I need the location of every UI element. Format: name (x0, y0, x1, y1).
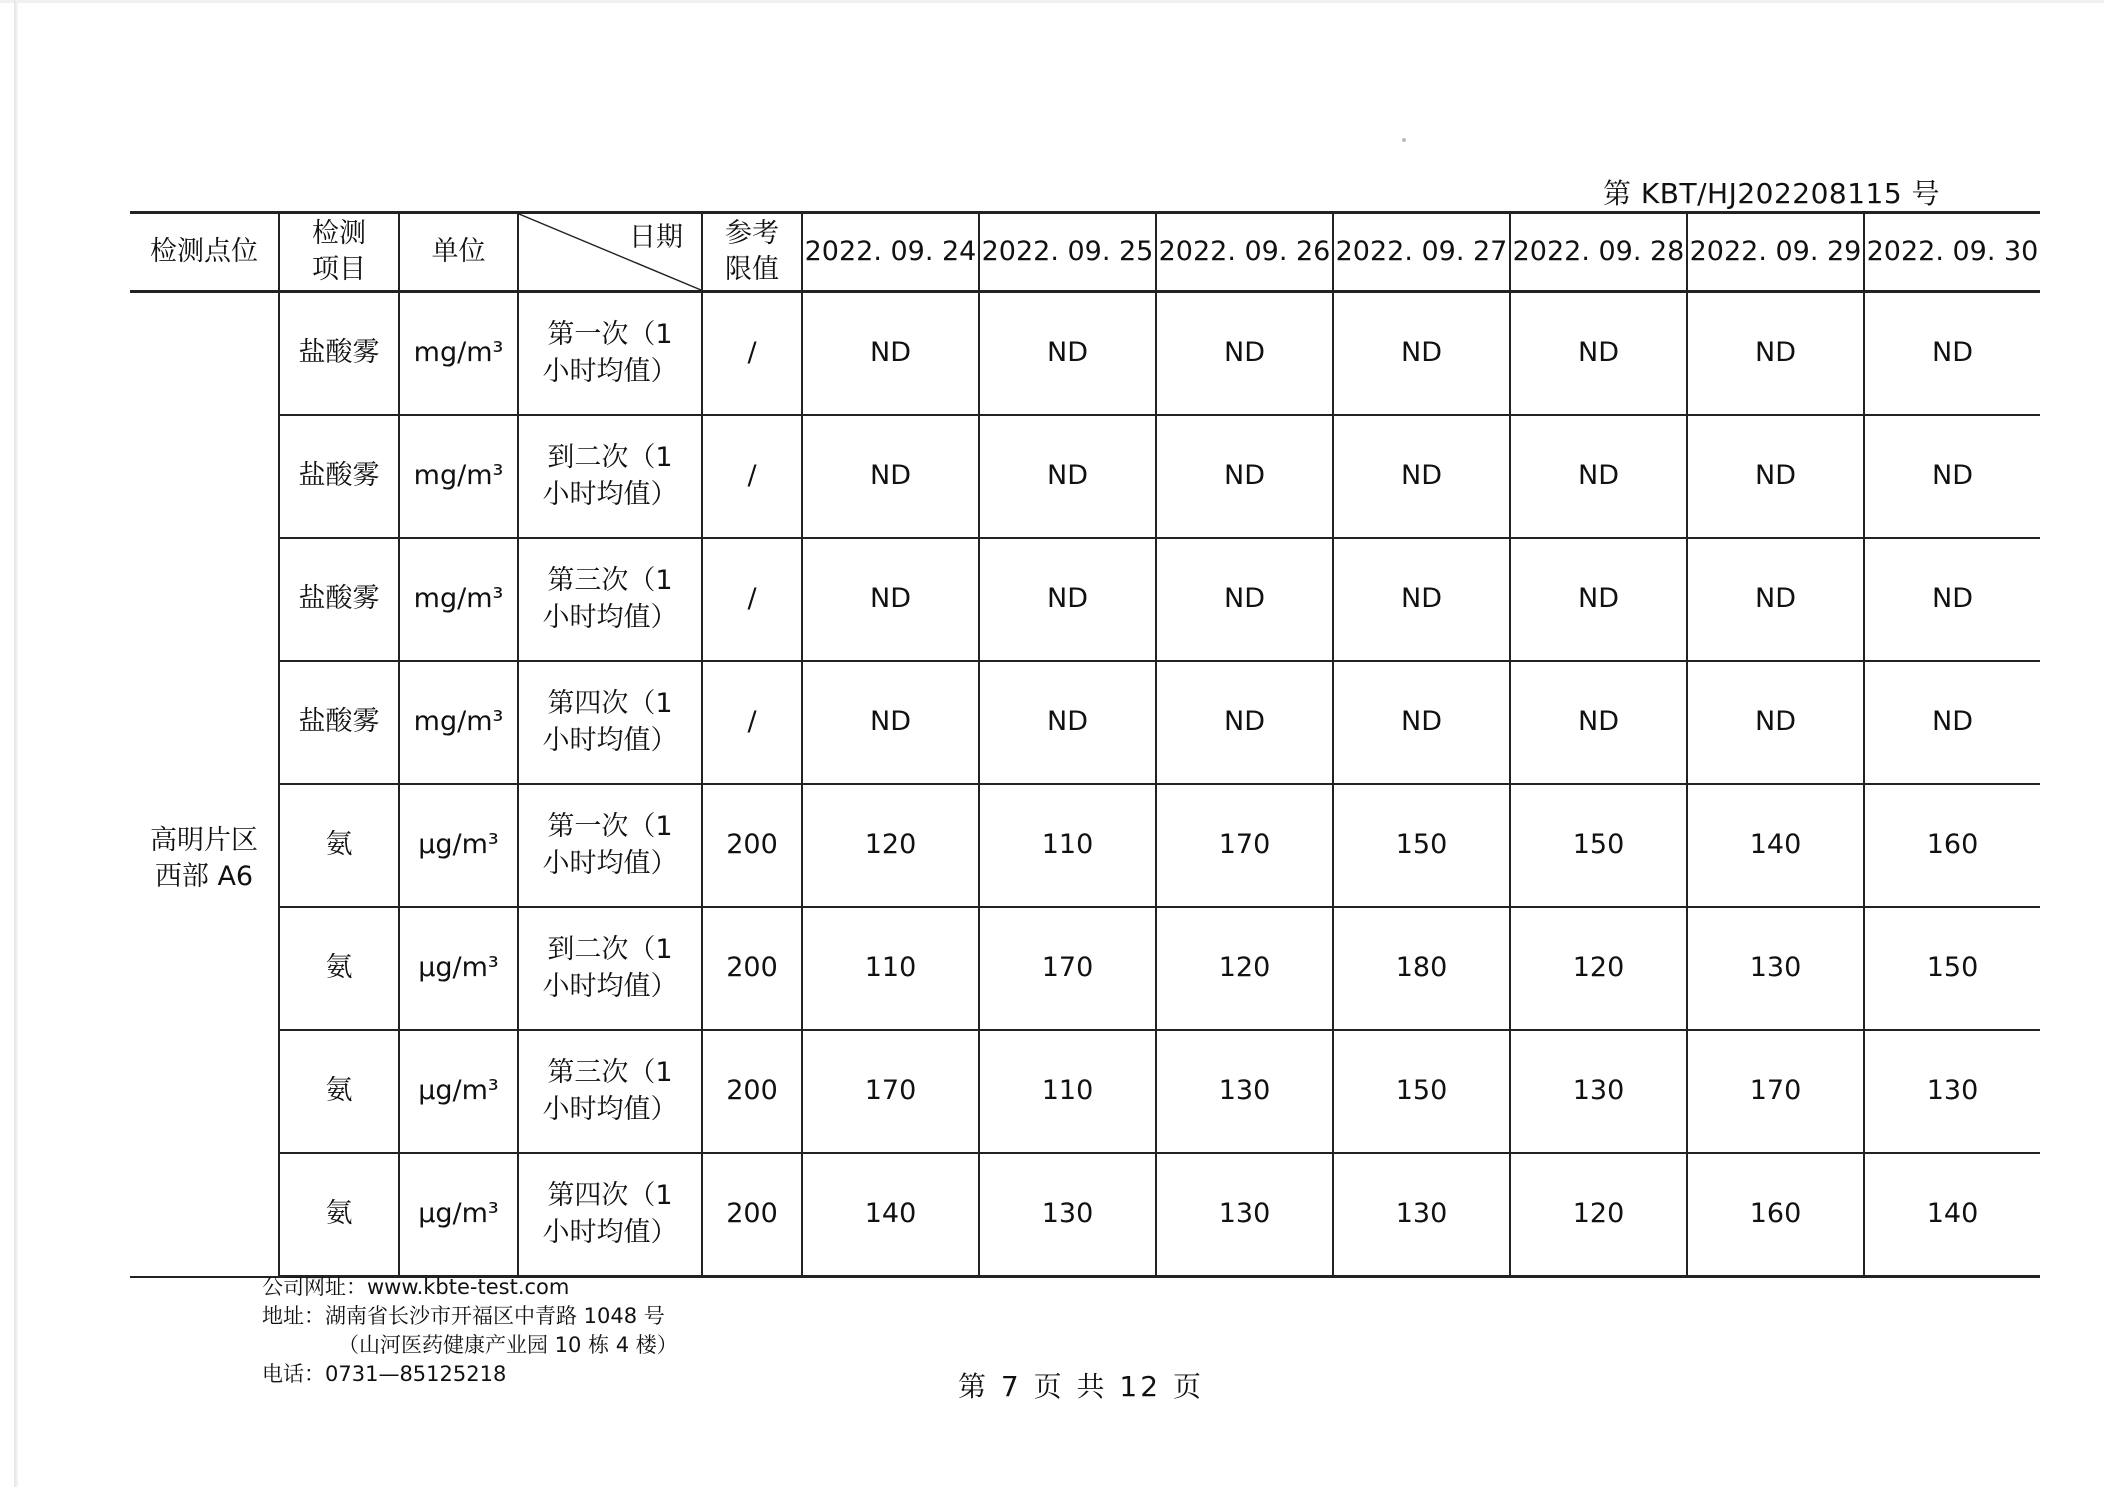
header-date-col: 2022. 09. 24 (802, 213, 979, 292)
sampling-time-line1: 第一次（1 (547, 319, 673, 351)
value-cell: ND (979, 415, 1156, 538)
limit-cell: / (702, 292, 802, 416)
site-cell (130, 292, 279, 1277)
value-cell: ND (1864, 661, 2040, 784)
item-cell: 氨 (279, 907, 399, 1030)
value-cell: ND (802, 538, 979, 661)
page-number: 第 7 页 共 12 页 (958, 1370, 1204, 1403)
value-cell: 160 (1864, 784, 2040, 907)
value-cell: ND (1156, 292, 1333, 416)
table-row (130, 661, 2040, 784)
value-cell: 150 (1864, 907, 2040, 1030)
header-date-col: 2022. 09. 27 (1333, 213, 1510, 292)
value-cell: ND (1510, 292, 1687, 416)
sampling-time-line2: 小时均值） (542, 724, 678, 756)
value-cell: 170 (802, 1030, 979, 1153)
value-cell: ND (1156, 415, 1333, 538)
sampling-time-cell (518, 292, 702, 416)
unit-cell: mg/m³ (399, 292, 518, 416)
footer-address: 地址：湖南省长沙市开福区中青路 1048 号 (262, 1304, 665, 1328)
value-cell: ND (1864, 538, 2040, 661)
value-cell: ND (1510, 415, 1687, 538)
sampling-time-cell (518, 415, 702, 538)
header-date-col: 2022. 09. 29 (1687, 213, 1864, 292)
value-cell: ND (1156, 538, 1333, 661)
footer-contact (262, 1273, 678, 1389)
sampling-time-line2: 小时均值） (542, 478, 678, 510)
unit-cell: μg/m³ (399, 784, 518, 907)
item-cell: 氨 (279, 1153, 399, 1277)
sampling-time-line2: 小时均值） (542, 1216, 678, 1248)
value-cell: 120 (1510, 1153, 1687, 1277)
value-cell: 180 (1333, 907, 1510, 1030)
value-cell: 120 (1510, 907, 1687, 1030)
sampling-time-line1: 到二次（1 (547, 934, 673, 966)
value-cell: 110 (979, 784, 1156, 907)
item-cell: 氨 (279, 784, 399, 907)
value-cell: 150 (1333, 784, 1510, 907)
value-cell: ND (802, 661, 979, 784)
value-cell: 130 (1864, 1030, 2040, 1153)
header-date-col: 2022. 09. 25 (979, 213, 1156, 292)
value-cell: ND (1864, 415, 2040, 538)
sampling-time-cell (518, 538, 702, 661)
header-date-col: 2022. 09. 30 (1864, 213, 2040, 292)
scan-top-edge (0, 0, 2104, 3)
site-name-line1: 高明片区 (150, 824, 258, 856)
header-date-col: 2022. 09. 26 (1156, 213, 1333, 292)
value-cell: ND (802, 292, 979, 416)
sampling-time-line1: 第三次（1 (547, 565, 673, 597)
value-cell: 170 (979, 907, 1156, 1030)
item-cell: 盐酸雾 (279, 415, 399, 538)
sampling-time-line1: 第四次（1 (547, 1180, 673, 1212)
value-cell: ND (1687, 415, 1864, 538)
value-cell: ND (1687, 538, 1864, 661)
table-row (130, 907, 2040, 1030)
sampling-time-line2: 小时均值） (542, 1093, 678, 1125)
limit-cell: / (702, 538, 802, 661)
value-cell: 140 (1687, 784, 1864, 907)
value-cell: 140 (1864, 1153, 2040, 1277)
sampling-time-line1: 到二次（1 (547, 442, 673, 474)
value-cell: ND (1333, 292, 1510, 416)
scan-left-edge (14, 0, 18, 1487)
table-row (130, 784, 2040, 907)
header-date-diagonal (518, 213, 702, 292)
sampling-time-line2: 小时均值） (542, 601, 678, 633)
header-row (130, 213, 2040, 292)
value-cell: 170 (1156, 784, 1333, 907)
value-cell: 120 (1156, 907, 1333, 1030)
value-cell: 130 (1156, 1030, 1333, 1153)
footer-website: 公司网址：www.kbte-test.com (262, 1275, 570, 1299)
value-cell: 130 (1687, 907, 1864, 1030)
sampling-time-line1: 第四次（1 (547, 688, 673, 720)
limit-cell: 200 (702, 1030, 802, 1153)
limit-cell: 200 (702, 784, 802, 907)
value-cell: ND (1687, 292, 1864, 416)
value-cell: ND (1156, 661, 1333, 784)
value-cell: 130 (1333, 1153, 1510, 1277)
value-cell: ND (1864, 292, 2040, 416)
sampling-time-line2: 小时均值） (542, 847, 678, 879)
value-cell: ND (1687, 661, 1864, 784)
header-date-col: 2022. 09. 28 (1510, 213, 1687, 292)
results-table (130, 211, 2040, 1278)
item-cell: 盐酸雾 (279, 292, 399, 416)
value-cell: 110 (802, 907, 979, 1030)
value-cell: ND (1510, 538, 1687, 661)
value-cell: ND (979, 538, 1156, 661)
footer-address-building: （山河医药健康产业园 10 栋 4 楼） (338, 1333, 678, 1357)
scan-speck (1402, 138, 1406, 142)
item-cell: 盐酸雾 (279, 661, 399, 784)
table-row (130, 1153, 2040, 1277)
table-row (130, 1030, 2040, 1153)
value-cell: 170 (1687, 1030, 1864, 1153)
value-cell: 160 (1687, 1153, 1864, 1277)
table-row (130, 538, 2040, 661)
value-cell: 110 (979, 1030, 1156, 1153)
value-cell: 150 (1333, 1030, 1510, 1153)
header-limit: 参考 限值 (702, 213, 802, 292)
limit-cell: 200 (702, 907, 802, 1030)
site-name-line2: 西部 A6 (154, 861, 254, 893)
unit-cell: mg/m³ (399, 661, 518, 784)
footer-phone: 电话：0731—85125218 (262, 1362, 507, 1386)
unit-cell: μg/m³ (399, 1030, 518, 1153)
value-cell: ND (1510, 661, 1687, 784)
header-site: 检测点位 (130, 213, 279, 292)
value-cell: 130 (979, 1153, 1156, 1277)
sampling-time-cell (518, 784, 702, 907)
table-row (130, 292, 2040, 416)
limit-cell: / (702, 661, 802, 784)
sampling-time-cell (518, 1153, 702, 1277)
value-cell: ND (1333, 538, 1510, 661)
table-row (130, 415, 2040, 538)
sampling-time-line1: 第三次（1 (547, 1057, 673, 1089)
limit-cell: 200 (702, 1153, 802, 1277)
unit-cell: mg/m³ (399, 415, 518, 538)
value-cell: ND (979, 661, 1156, 784)
value-cell: ND (979, 292, 1156, 416)
sampling-time-cell (518, 907, 702, 1030)
limit-cell: / (702, 415, 802, 538)
value-cell: ND (1333, 661, 1510, 784)
unit-cell: μg/m³ (399, 907, 518, 1030)
sampling-time-line2: 小时均值） (542, 355, 678, 387)
report-number: 第 KBT/HJ202208115 号 (1603, 177, 1941, 210)
unit-cell: μg/m³ (399, 1153, 518, 1277)
sampling-time-cell (518, 661, 702, 784)
item-cell: 盐酸雾 (279, 538, 399, 661)
header-unit: 单位 (399, 213, 518, 292)
sampling-time-line1: 第一次（1 (547, 811, 673, 843)
header-item: 检测 项目 (279, 213, 399, 292)
sampling-time-cell (518, 1030, 702, 1153)
value-cell: 150 (1510, 784, 1687, 907)
unit-cell: mg/m³ (399, 538, 518, 661)
item-cell: 氨 (279, 1030, 399, 1153)
header-date: 日期 (629, 222, 683, 253)
value-cell: 130 (1510, 1030, 1687, 1153)
value-cell: ND (802, 415, 979, 538)
value-cell: 140 (802, 1153, 979, 1277)
sampling-time-line2: 小时均值） (542, 970, 678, 1002)
value-cell: ND (1333, 415, 1510, 538)
value-cell: 130 (1156, 1153, 1333, 1277)
value-cell: 120 (802, 784, 979, 907)
